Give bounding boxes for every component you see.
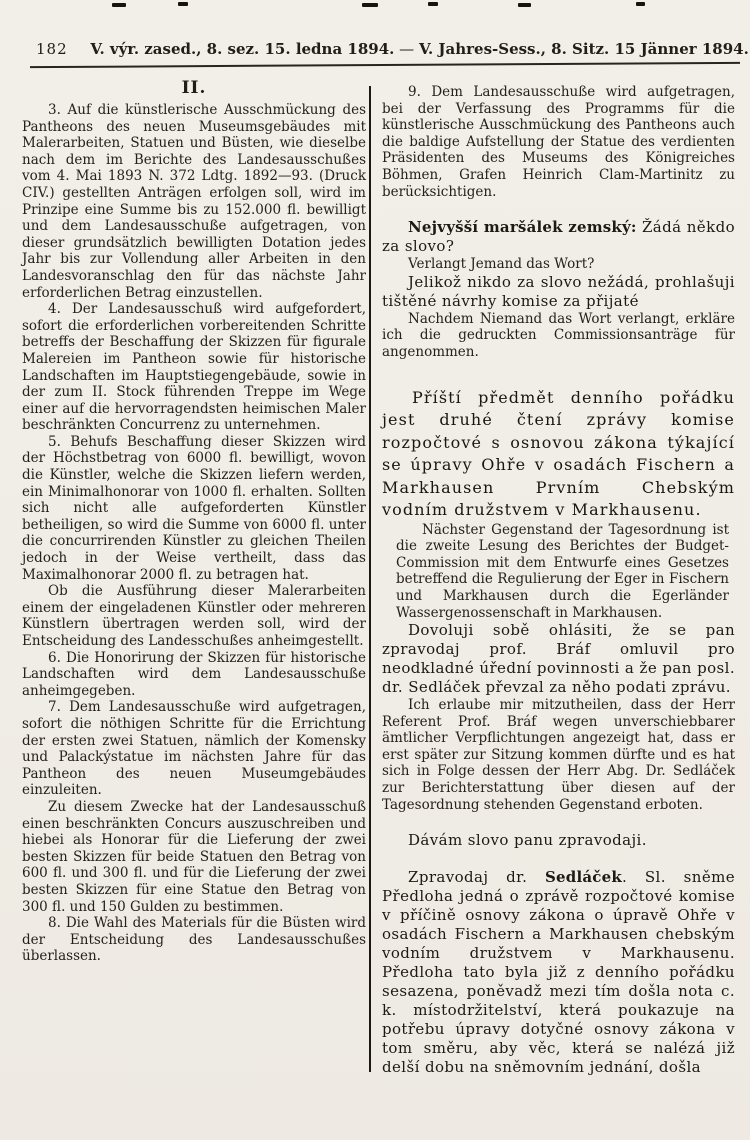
scan-artifact <box>636 2 645 6</box>
session-label-czech: V. výr. zased., 8. sez. 15. ledna 1894. <box>90 40 395 58</box>
paragraph-dovoluji: Dovoluji sobě ohlásiti, že se pan zpravodaj prof. Bráf omluvil pro neodkladné úřední povinnosti a že pan posl. dr. Sedláček převzal za něho podati zprávu. <box>382 621 735 697</box>
paragraph-item-3: 3. Auf die künstlerische Ausschmückung des Pantheons des neuen Museumsgebäudes mit Malerarbeiten, Statuen und Büsten, wie dieselbe nach dem im Berichte des Landesausschußes vom 4. Mai 1893 N. 372 Ldtg. 1892—93. (Druck CIV.) gestellten Anträgen erfolgen soll, wird im Prinzipe eine Summe bis zu 152.000 fl. bewilligt und dem Landesausschuße aufgetragen, von dieser grundsätzlich bewilligten Dotation jedes Jahr bis zur Vollendung aller Arbeiten in den Landesvoranschlag den für das nächste Jahr erforderlichen Betrag einzustellen. <box>22 102 366 301</box>
speaker-name-sedlacek: Sedláček <box>545 868 622 887</box>
agenda-announcement: Příští předmět denního pořádku jest druhé čtení zprávy komise rozpočtové s osnovou zákona týkající se úpravy Ohře v osadách Fischern a Markhausen Prvním Chebským vodním družstvem v Markhausenu. <box>382 387 735 520</box>
paragraph-item-ob: Ob die Ausführung dieser Malerarbeiten einem der eingeladenen Künstler oder mehreren Künstlern übertragen werden soll, wird der Entscheidung des Landesschußes anheimgestellt. <box>22 583 366 649</box>
marshal-question: Žádá někdo za slovo? <box>382 218 736 256</box>
reporter-speech <box>382 868 735 1077</box>
reporter-text: . Sl. sněme Předloha jedná o zprávě rozpočtové komise v příčině osnovy zákona o úpravě Ohře v osadách Fischern a Markhausen chebským vodním družstvem v Markhausenu. Předloha tato byla již z denního pořádku sesazena, poněvadž mezi tím došla nota c. k. místodržitelství, která poukazuje na potřebu úpravy dotyčné osnovy zákona v tom směru, aby věc, která se nalézá již delší dobu na sněmovním jednání, došla <box>382 868 735 1077</box>
section-heading: II. <box>181 78 207 98</box>
paragraph-jelikoz: Jelikož nikdo za slovo nežádá, prohlašuji tištěné návrhy komise za přijaté <box>382 272 735 310</box>
reporter-lead: Zpravodaj dr. <box>408 868 546 887</box>
scan-artifact <box>362 3 378 7</box>
right-column <box>382 84 735 1077</box>
paragraph-naechster: Nächster Gegenstand der Tagesordnung ist die zweite Lesung des Berichtes der Budget-Commission mit dem Entwurfe eines Gesetzes betreffend die Regulierung der Eger in Fischern und Markhausen durch die Egerländer Wassergenossenschaft in Markhausen. <box>396 521 729 621</box>
running-head <box>36 40 749 58</box>
paragraph-item-6: 6. Die Honorirung der Skizzen für historische Landschaften wird dem Landesausschuße anheimgegeben. <box>22 649 366 699</box>
paragraph-nachdem: Nachdem Niemand das Wort verlangt, erkläre ich die gedruckten Commissionsanträge für angenommen. <box>382 310 735 360</box>
header-separator: — <box>399 40 415 58</box>
paragraph-ich-erlaube: Ich erlaube mir mitzutheilen, dass der Herr Referent Prof. Bráf wegen unverschiebbarer ämtlicher Verpflichtungen angezeigt hat, dass er erst später zur Sitzung kommen dürfte und es hat sich in Folge dessen der Herr Abg. Dr. Sedláček zur Berichterstattung über diesen auf der Tagesordnung stehenden Gegenstand erboten. <box>382 697 735 813</box>
speaker-name-marshal: Nejvyšší maršálek zemský: <box>408 218 637 237</box>
page-number: 182 <box>36 40 68 58</box>
scan-artifact <box>518 3 531 7</box>
paragraph-verlangt: Verlangt Jemand das Wort? <box>408 256 595 273</box>
column-divider <box>369 86 371 1072</box>
paragraph-item-8: 8. Die Wahl des Materials für die Büsten wird der Entscheidung des Landesausschußes überlassen. <box>22 915 366 965</box>
session-label-german: V. Jahres-Sess., 8. Sitz. 15 Jänner 1894. <box>418 40 749 58</box>
paragraph-item-7: 7. Dem Landesausschuße wird aufgetragen, sofort die nöthigen Schritte für die Errichtung der ersten zwei Statuen, nämlich der Komensky und Palackýstatue im nächsten Jahre für das Pantheon des neuen Museumgebäudes einzuleiten. <box>22 699 366 799</box>
scan-artifact <box>178 2 188 6</box>
left-column <box>22 78 366 965</box>
paragraph-item-zu: Zu diesem Zwecke hat der Landesausschuß einen beschränkten Concurs auszuschreiben und hiebei als Honorar für die Lieferung der zwei besten Skizzen für beide Statuen den Betrag von 600 fl. und 300 fl. und für die Lieferung der zwei besten Skizzen für eine Statue den Betrag von 300 fl. und 150 Gulden zu bestimmen. <box>22 798 366 915</box>
header-rule <box>30 62 740 68</box>
marshal-speech-line <box>382 218 735 256</box>
paragraph-item-5: 5. Behufs Beschaffung dieser Skizzen wird der Höchstbetrag von 6000 fl. bewilligt, wovon die Künstler, welche die Skizzen liefern werden, ein Minimalhonorar von 1000 fl. erhalten. Sollten sich nicht alle aufgeforderten Künstler betheiligen, so wird die Summe von 6000 fl. unter die concurrirenden Künstler zu gleichen Theilen jedoch in der Weise vertheilt, dass das Maximalhonorar 2000 fl. zu betragen hat. <box>22 433 366 583</box>
paragraph-item-9: 9. Dem Landesausschuße wird aufgetragen, bei der Verfassung des Programms für die künstlerische Ausschmückung des Pantheons auch die baldige Aufstellung der Statue des verdienten Präsidenten des Museums des Königreiches Böhmen, Grafen Heinrich Clam-Martinitz zu berücksichtigen. <box>382 84 735 200</box>
paragraph-item-4: 4. Der Landesausschuß wird aufgefordert, sofort die erforderlichen vorbereitenden Schritte betreffs der Beschaffung der Skizzen für figurale Malereien im Pantheon sowie für historische Landschaften im Hauptstiegengebäude, sowie in der zum II. Stock führenden Treppe im Wege einer auf die hervorragendsten heimischen Maler beschränkten Concurrenz zu unternehmen. <box>22 301 366 434</box>
scan-artifact <box>112 3 126 7</box>
scan-artifact <box>428 2 438 6</box>
paragraph-davam: Dávám slovo panu zpravodaji. <box>408 831 647 850</box>
